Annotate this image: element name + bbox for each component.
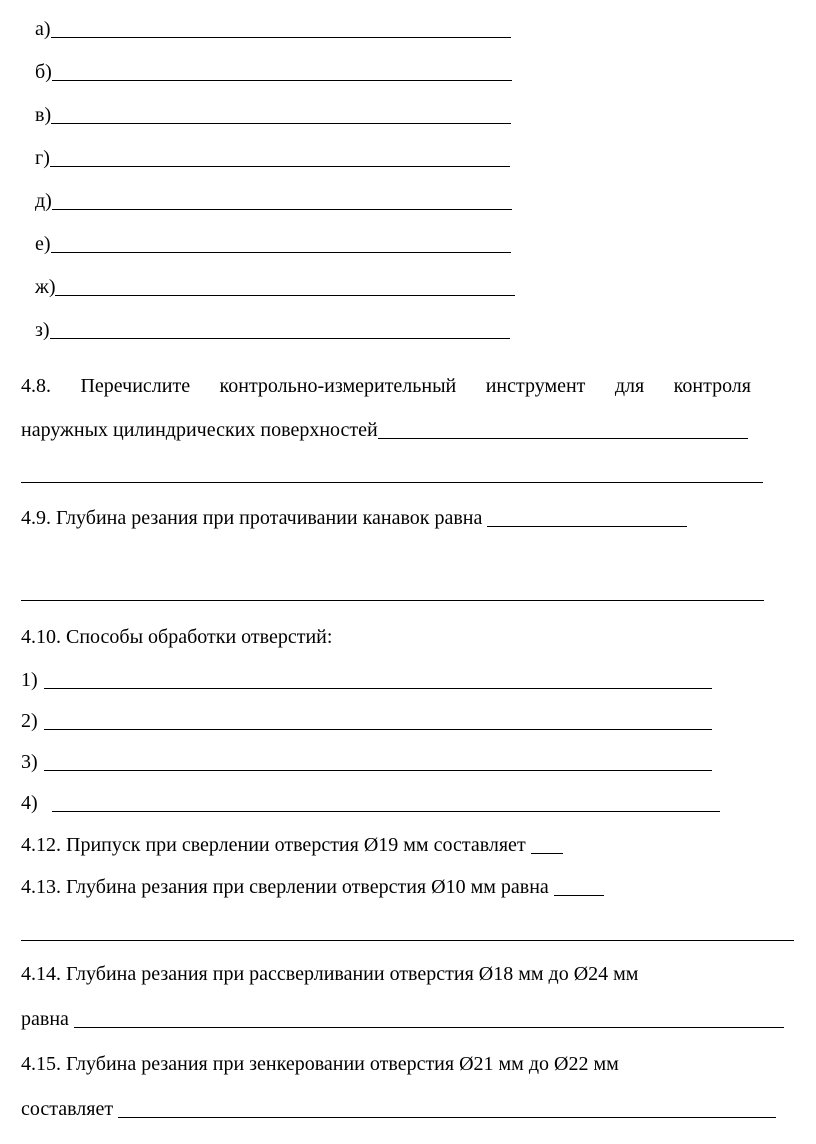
question-4-8-text: наружных цилиндрических поверхностей	[21, 419, 378, 441]
numbered-label: 4)	[21, 792, 38, 814]
lettered-label: е)	[35, 233, 51, 255]
answer-blank	[52, 205, 512, 210]
lettered-line-g	[35, 137, 816, 180]
answer-blank	[74, 1023, 784, 1028]
question-4-15-text: составляет	[21, 1098, 114, 1120]
lettered-label: з)	[35, 319, 50, 341]
question-4-14-text: равна	[21, 1008, 69, 1030]
question-4-9	[21, 496, 816, 540]
question-4-10-heading: 4.10. Способы обработки отверстий:	[21, 626, 333, 648]
lettered-label: д)	[35, 190, 52, 212]
answer-blank	[487, 522, 687, 527]
question-4-15-line1: 4.15. Глубина резания при зенкеровании отверстия Ø21 мм до Ø22 мм	[21, 1053, 619, 1075]
lettered-line-e	[35, 223, 816, 266]
lettered-label: в)	[35, 104, 52, 126]
lettered-label: а)	[35, 18, 51, 40]
answer-blank	[118, 1113, 776, 1118]
question-4-13-text: 4.13. Глубина резания при сверлении отверстия Ø10 мм равна	[21, 876, 549, 898]
numbered-line-1	[21, 660, 816, 701]
answer-blank	[44, 766, 712, 771]
numbered-label: 2)	[21, 710, 38, 732]
question-4-12-text: 4.12. Припуск при сверлении отверстия Ø19 мм составляет	[21, 834, 526, 856]
answer-blank	[51, 248, 511, 253]
answer-blank	[554, 891, 604, 896]
empty-line	[21, 540, 816, 570]
answer-blank	[51, 119, 511, 124]
lettered-line-zh	[35, 266, 816, 309]
full-width-blank-line	[21, 452, 816, 496]
answer-blank	[378, 434, 748, 439]
lettered-line-v	[35, 94, 816, 137]
numbered-label: 1)	[21, 669, 38, 691]
lettered-label: б)	[35, 61, 52, 83]
lettered-line-d	[35, 180, 816, 223]
answer-blank	[44, 684, 712, 689]
answer-blank	[531, 849, 563, 854]
lettered-line-a	[35, 8, 816, 51]
numbered-line-2	[21, 701, 816, 742]
question-4-12	[21, 824, 816, 866]
question-4-9-text: 4.9. Глубина резания при протачивании канавок равна	[21, 507, 483, 529]
answer-blank	[55, 291, 515, 296]
lettered-label: ж)	[35, 276, 56, 298]
question-4-13	[21, 866, 816, 908]
answer-blank	[50, 162, 510, 167]
answer-blank	[50, 334, 510, 339]
question-4-15-line2	[21, 1087, 816, 1132]
numbered-line-4	[21, 783, 816, 824]
full-width-blank-line	[21, 912, 816, 952]
answer-blank	[21, 478, 763, 483]
question-4-14-line1: 4.14. Глубина резания при рассверливании отверстия Ø18 мм до Ø24 мм	[21, 963, 639, 985]
question-4-8-line2	[21, 408, 816, 452]
answer-blank	[51, 33, 511, 38]
answer-blank	[21, 936, 794, 941]
question-4-8-line1: 4.8. Перечислите контрольно-измерительный инструмент для контроля	[21, 375, 751, 397]
lettered-line-z	[35, 309, 816, 352]
lettered-label: г)	[35, 147, 50, 169]
lettered-line-b	[35, 51, 816, 94]
question-4-14-line2	[21, 997, 816, 1042]
answer-blank	[52, 76, 512, 81]
answer-blank	[21, 596, 764, 601]
numbered-line-3	[21, 742, 816, 783]
full-width-blank-line	[21, 570, 816, 614]
numbered-label: 3)	[21, 751, 38, 773]
answer-blank	[52, 807, 720, 812]
answer-blank	[44, 725, 712, 730]
